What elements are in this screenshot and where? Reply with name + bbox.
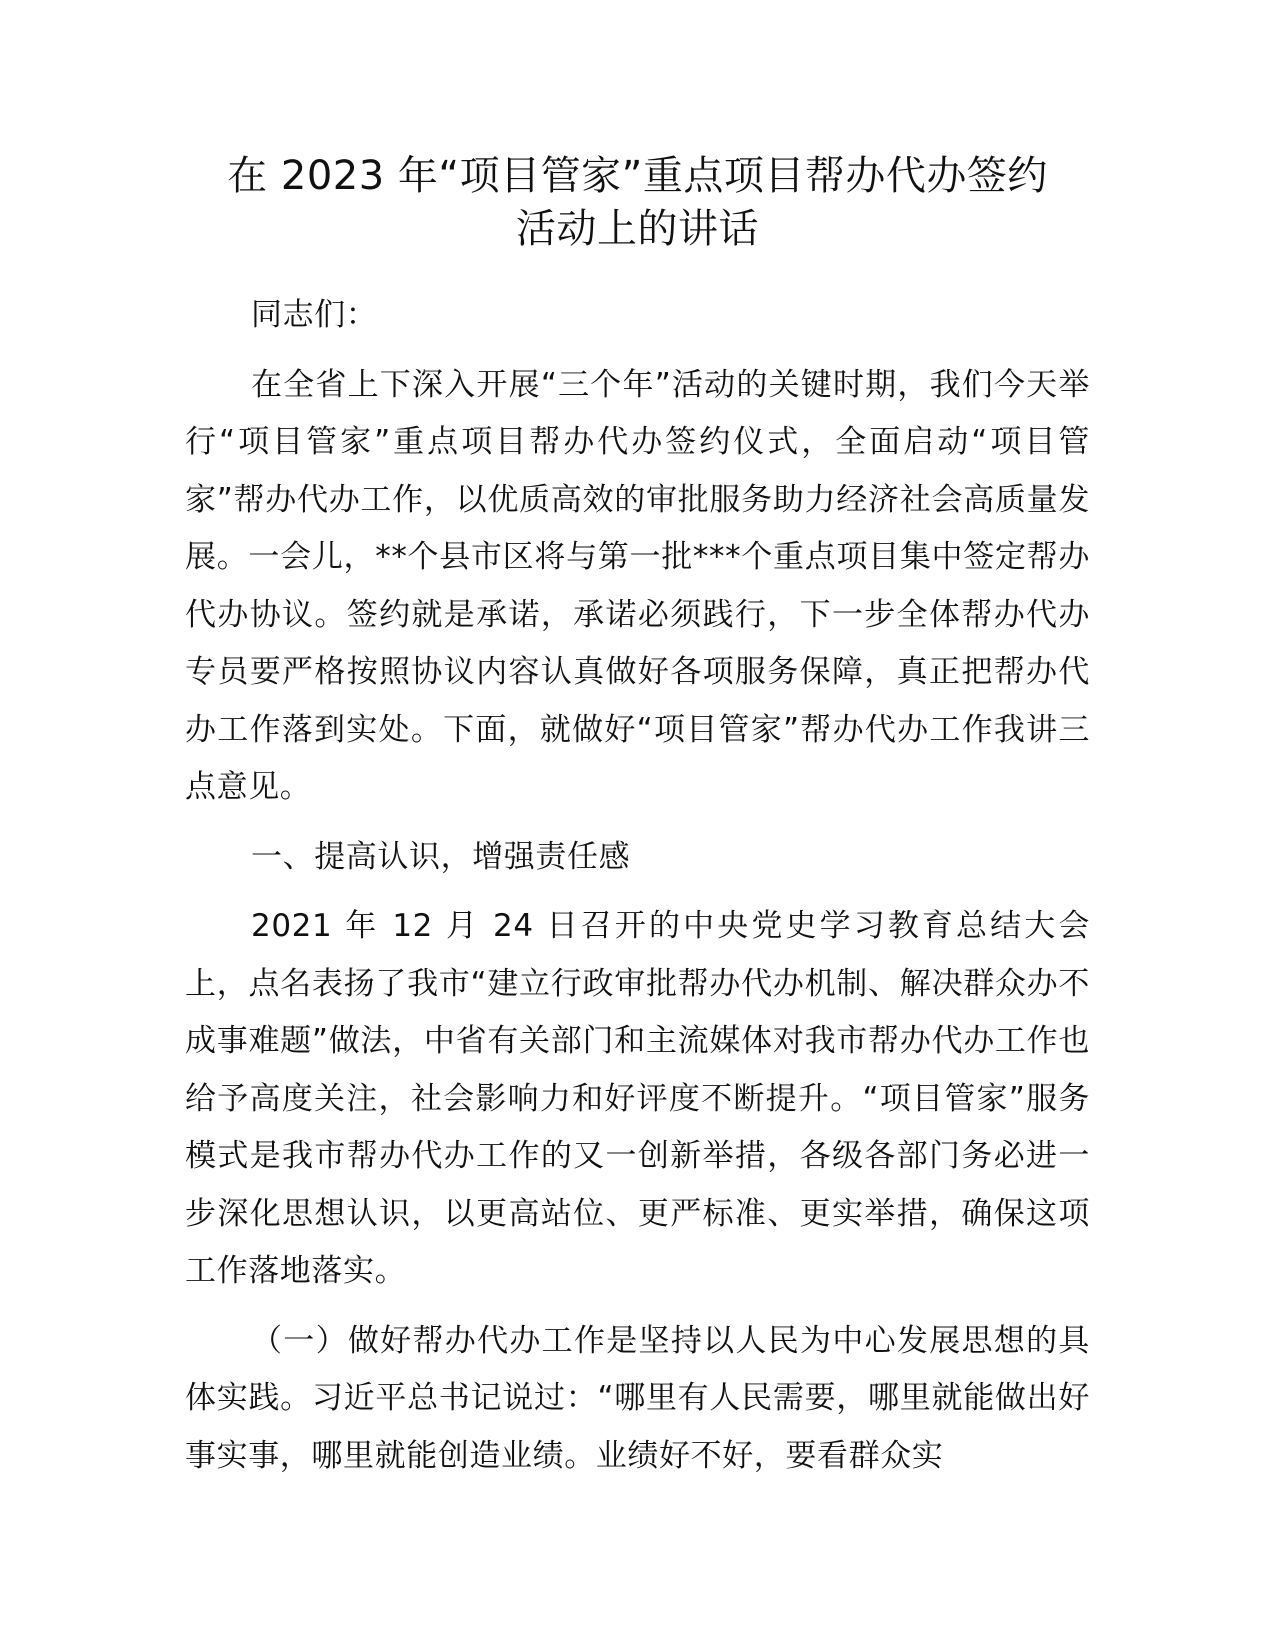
body-paragraph: 2021 年 12 月 24 日召开的中央党史学习教育总结大会上，点名表扬了我市“建立行政审批帮办代办机制、解决群众办不成事难题”做法，中省有关部门和主流媒体对我市帮办代办工作也给予高度关注，社会影响力和好评度不断提升。“项目管家”服务模式是我市帮办代办工作的又一创新举措，各级各部门务必进一步深化思想认识，以更高站位、更严标准、更实举措，确保这项工作落地落实。 — [185, 908, 1090, 1289]
title-line-1: 在 2023 年“项目管家”重点项目帮办代办签约 — [227, 153, 1048, 199]
document-body — [185, 287, 1090, 1497]
body-paragraph: 在全省上下深入开展“三个年”活动的关键时期，我们今天举行“项目管家”重点项目帮办代办签约仪式，全面启动“项目管家”帮办代办工作，以优质高效的审批服务助力经济社会高质量发展。一会儿，**个县市区将与第一批***个重点项目集中签定帮办代办协议。签约就是承诺，承诺必须践行，下一步全体帮办代办专员要严格按照协议内容认真做好各项服务保障，真正把帮办代办工作落到实处。下面，就做好“项目管家”帮办代办工作我讲三点意见。 — [185, 366, 1090, 805]
section-heading: 一、提高认识，增强责任感 — [251, 838, 631, 875]
salutation: 同志们： — [251, 297, 378, 333]
title-line-2: 活动上的讲话 — [516, 206, 759, 252]
document-title — [160, 150, 1115, 256]
body-paragraph: （一）做好帮办代办工作是坚持以人民为中心发展思想的具体实践。习近平总书记说过：“哪里有人民需要，哪里就能做出好事实事，哪里就能创造业绩。业绩好不好，要看群众实 — [185, 1322, 1090, 1474]
